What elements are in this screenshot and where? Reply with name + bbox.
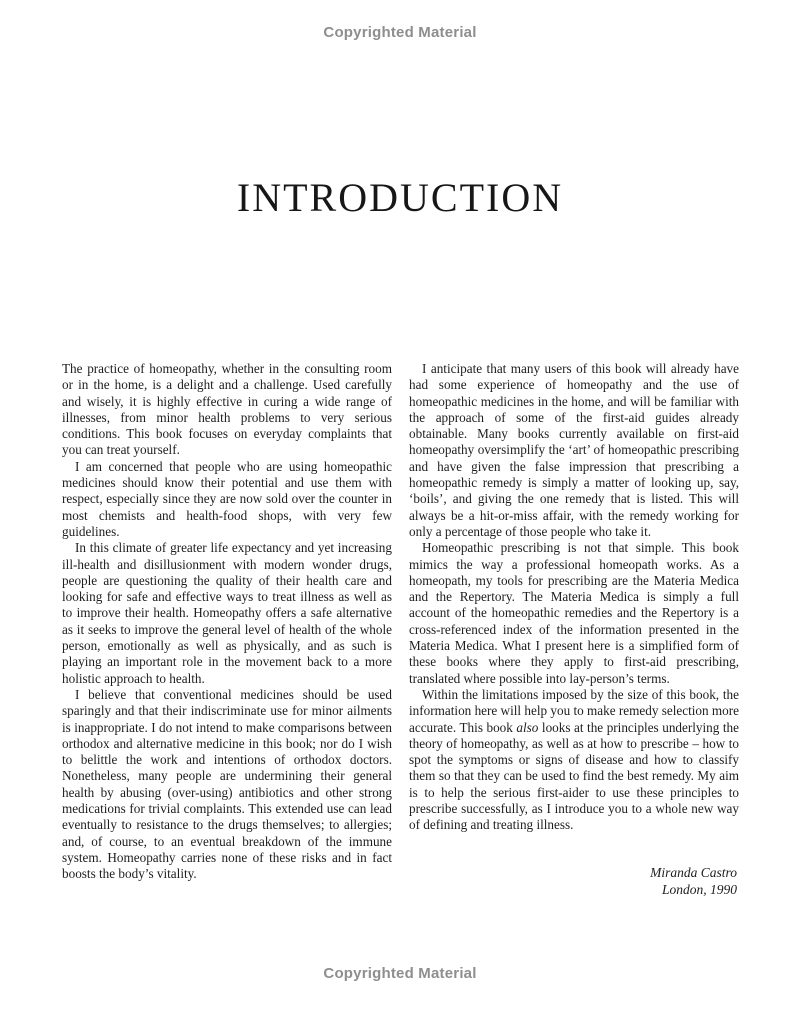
- right-column: [409, 361, 739, 899]
- italic-word: also: [516, 719, 539, 735]
- paragraph-text-segment: looks at the principles underlying the theory of homeopathy, as well as at how to prescribe – how to spot the symptoms or signs of disease and how to classify them so that they can be used to find the best remedy. My aim is to help the serious first-aider to use these principles to prescribe successfully, as I introduce you to a whole new way of defining and treating illness.: [409, 719, 739, 833]
- left-column: [62, 361, 392, 899]
- paragraph: [409, 687, 739, 834]
- paragraph: In this climate of greater life expectancy and yet increasing ill-health and disillusionment with modern wonder drugs, people are questioning the quality of their health care and looking for safe and effective ways to treat illness as well as to improve their health. Homeopathy offers a safe alternative as it seeks to improve the general level of health of the whole person, emotionally as well as physically, and as such is playing an important role in the movement back to a more holistic approach to health.: [62, 540, 392, 686]
- copyright-notice-bottom: Copyrighted Material: [323, 965, 477, 982]
- copyright-notice-top: Copyrighted Material: [323, 24, 477, 41]
- signature-place-date: London, 1990: [661, 882, 737, 898]
- paragraph: I am concerned that people who are using homeopathic medicines should know their potential and use them with respect, especially since they are now sold over the counter in most chemists and health-food shops, with very few guidelines.: [62, 458, 392, 539]
- text-columns: [62, 361, 739, 899]
- author-signature: [409, 864, 739, 899]
- chapter-title: INTRODUCTION: [236, 175, 564, 220]
- paragraph: Homeopathic prescribing is not that simple. This book mimics the way a professional homeopath works. As a homeopath, my tools for prescribing are the Materia Medica and the Repertory. The Materia Medica is simply a full account of the homeopathic remedies and the Repertory is a cross-referenced index of the information presented in the Materia Medica. What I present here is a simplified form of these books where they apply to first-aid prescribing, translated where possible into lay-person’s terms.: [409, 540, 739, 686]
- signature-author: Miranda Castro: [650, 864, 737, 880]
- paragraph: I anticipate that many users of this book will already have had some experience of homeopathy and the use of homeopathic medicines in the home, and will be familiar with the approach of some of the first-aid guides already obtainable. Many books currently available on first-aid homeopathy oversimplify the ‘art’ of homeopathic prescribing and have given the false impression that prescribing a homeopathic remedy is simply a matter of looking up, say, ‘boils’, and giving the one remedy that is listed. This will always be a hit-or-miss affair, with the remedy working for only a percentage of those people who take it.: [409, 361, 739, 539]
- paragraph: The practice of homeopathy, whether in the consulting room or in the home, is a delight and a challenge. Used carefully and wisely, it is highly effective in curing a wide range of illnesses, from minor health problems to very serious conditions. This book focuses on everyday complaints that you can treat yourself.: [62, 361, 392, 458]
- paragraph: I believe that conventional medicines should be used sparingly and that their indiscriminate use for minor ailments is inappropriate. I do not intend to make comparisons between orthodox and alternative medicine in this book; nor do I wish to belittle the work and intentions of orthodox doctors. Nonetheless, many people are undermining their general health by abusing (over-using) antibiotics and other strong medications for trivial complaints. This extended use can lead eventually to resistance to the drugs themselves; to allergies; and, of course, to an eventual breakdown of the immune system. Homeopathy carries none of these risks and in fact boosts the body’s vitality.: [62, 686, 392, 882]
- paragraph-text-segment: Within the limitations imposed by the size of this book, the information here will help you to make remedy selection more accurate. This book: [409, 686, 739, 735]
